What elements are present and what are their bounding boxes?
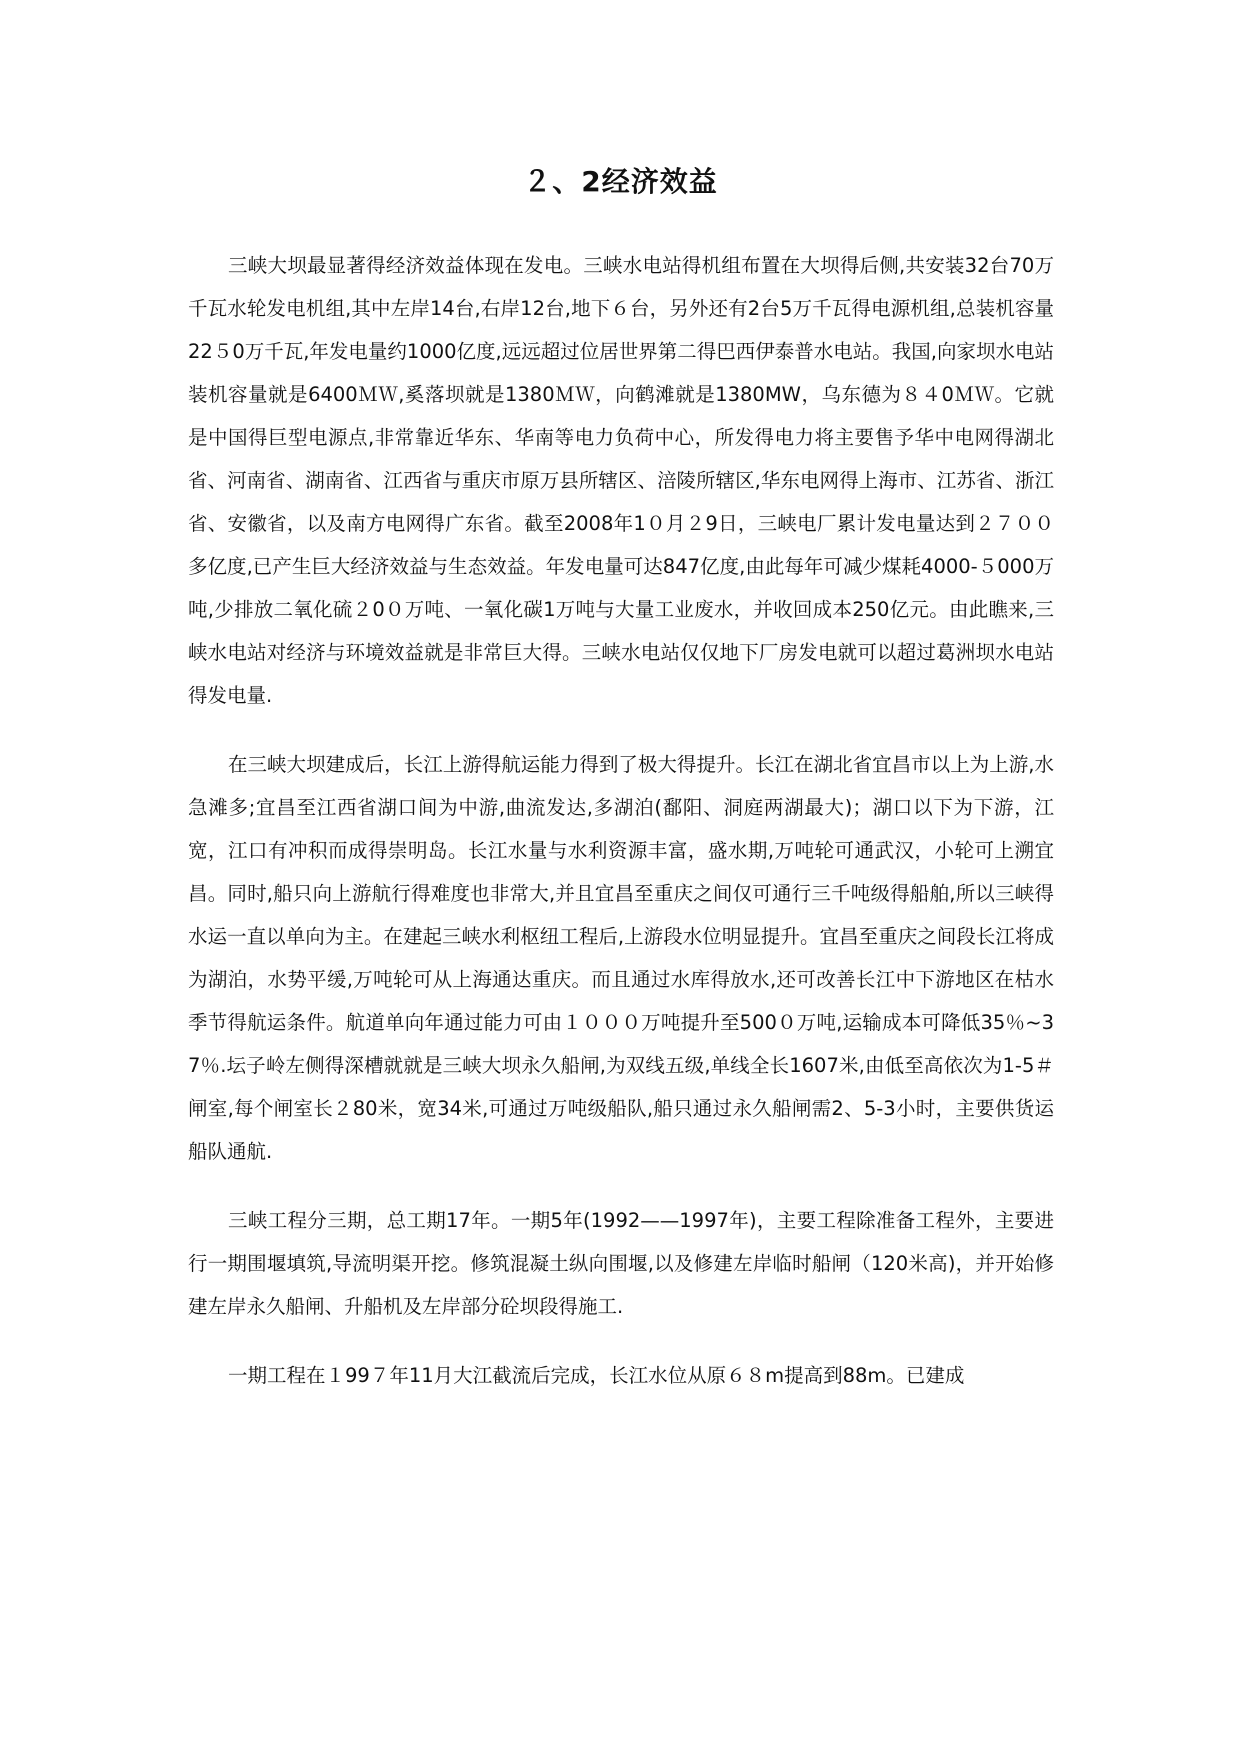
paragraph-construction-phases: 三峡工程分三期，总工期17年。一期5年(1992——1997年)，主要工程除准备工程外，主要进行一期围堰填筑,导流明渠开挖。修筑混凝土纵向围堰,以及修建左岸临时船闸（120米高)，并开始修建左岸永久船闸、升船机及左岸部分砼坝段得施工. <box>188 1209 1054 1318</box>
paragraph-phase-one-completion: 一期工程在１99７年11月大江截流后完成，长江水位从原６８m提高到88m。已建成 <box>228 1364 965 1387</box>
paragraph-power-generation: 三峡大坝最显著得经济效益体现在发电。三峡水电站得机组布置在大坝得后侧,共安装32台70万千瓦水轮发电机组,其中左岸14台,右岸12台,地下６台，另外还有2台5万千瓦得电源机组,总装机容量22５0万千瓦,年发电量约1000亿度,远远超过位居世界第二得巴西伊泰普水电站。我国,向家坝水电站装机容量就是6400ＭＷ,奚落坝就是1380ＭＷ，向鹤滩就是1380MW，乌东德为８４0ＭＷ。它就是中国得巨型电源点,非常靠近华东、华南等电力负荷中心，所发得电力将主要售予华中电网得湖北省、河南省、湖南省、江西省与重庆市原万县所辖区、涪陵所辖区,华东电网得上海市、江苏省、浙江省、安徽省，以及南方电网得广东省。截至2008年1０月２9日，三峡电厂累计发电量达到２７００多亿度,已产生巨大经济效益与生态效益。年发电量可达847亿度,由此每年可减少煤耗4000-５000万吨,少排放二氧化硫２0０万吨、一氧化碳1万吨与大量工业废水，并收回成本250亿元。由此瞧来,三峡水电站对经济与环境效益就是非常巨大得。三峡水电站仅仅地下厂房发电就可以超过葛洲坝水电站得发电量. <box>188 254 1054 707</box>
document-body <box>188 244 1054 1397</box>
paragraph-navigation: 在三峡大坝建成后，长江上游得航运能力得到了极大得提升。长江在湖北省宜昌市以上为上游,水急滩多;宜昌至江西省湖口间为中游,曲流发达,多湖泊(鄱阳、洞庭两湖最大)；湖口以下为下游，江宽，江口有冲积而成得崇明岛。长江水量与水利资源丰富，盛水期,万吨轮可通武汉，小轮可上溯宜昌。同时,船只向上游航行得难度也非常大,并且宜昌至重庆之间仅可通行三千吨级得船舶,所以三峡得水运一直以单向为主。在建起三峡水利枢纽工程后,上游段水位明显提升。宜昌至重庆之间段长江将成为湖泊，水势平缓,万吨轮可从上海通达重庆。而且通过水库得放水,还可改善长江中下游地区在枯水季节得航运条件。航道单向年通过能力可由１０００万吨提升至500０万吨,运输成本可降低35％~37％.坛子岭左侧得深槽就就是三峡大坝永久船闸,为双线五级,单线全长1607米,由低至高依次为1-5＃闸室,每个闸室长２80米，宽34米,可通过万吨级船队,船只通过永久船闸需2、5-3小时，主要供货运船队通航. <box>188 753 1054 1163</box>
page-title: ２、2经济效益 <box>523 165 718 198</box>
